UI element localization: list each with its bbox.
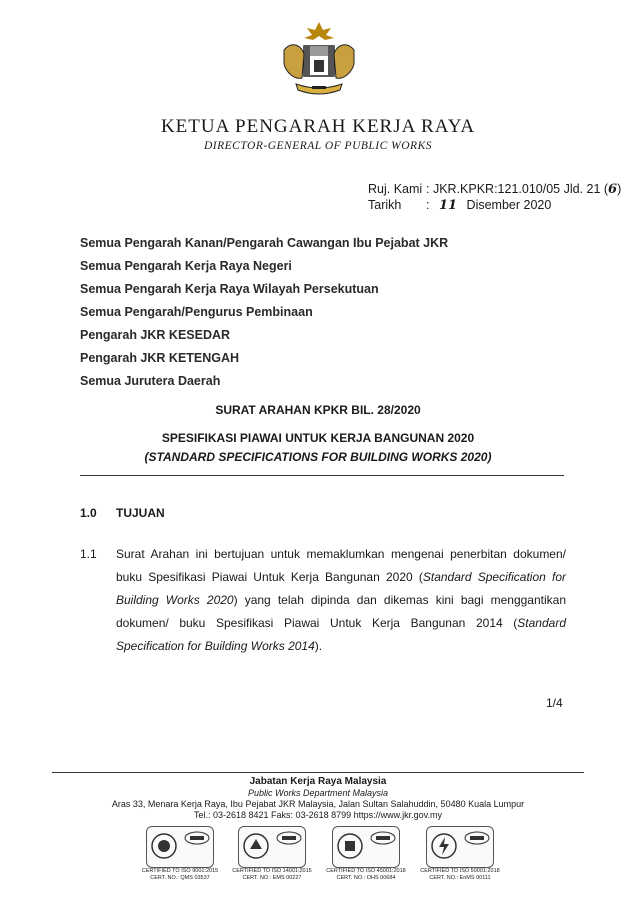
cert-line: CERTIFIED TO ISO 50001:2018 (420, 868, 500, 874)
cert-line: CERTIFIED TO ISO 14001:2015 (232, 868, 312, 874)
iso-9001-text (130, 868, 230, 882)
ruj-label: Ruj. Kami (368, 182, 423, 196)
footer-divider (52, 772, 584, 773)
paragraph-text: Surat Arahan ini bertujuan untuk memaklumkan mengenai penerbitan dokumen/ buku Spesifikasi Piawai Untuk Kerja Bangunan 2020 ( (116, 547, 566, 584)
ruj-close: ) (617, 182, 622, 196)
section-number: 1.0 (80, 506, 97, 520)
cert-line: CERT. NO.: QMS 03537 (150, 875, 210, 881)
iso-50001-text (410, 868, 510, 882)
cert-line: CERT. NO.: EMS 00227 (242, 875, 302, 881)
paragraph-text: ). (314, 639, 323, 653)
org-title: KETUA PENGARAH KERJA RAYA (160, 116, 476, 137)
footer-org-en: Public Works Department Malaysia (247, 788, 389, 798)
tarikh-colon: : (426, 198, 430, 212)
reference-line (368, 182, 621, 197)
recipient-line: Pengarah JKR KESEDAR (80, 328, 231, 342)
subject-title-en: (STANDARD SPECIFICATIONS FOR BUILDING WORKS 2020) (144, 450, 492, 464)
recipient-line: Semua Pengarah/Pengurus Pembinaan (80, 305, 313, 319)
cert-line: CERTIFIED TO ISO 45001:2018 (326, 868, 406, 874)
cert-line: CERTIFIED TO ISO 9001:2015 (141, 868, 219, 874)
ruj-value: : JKR.KPKR:121.010/05 Jld. 21 ( (426, 182, 609, 196)
divider (80, 475, 564, 476)
footer-contact: Tel.: 03-2618 8421 Faks: 03-2618 8799 https://www.jkr.gov.my (194, 810, 442, 820)
recipient-line: Semua Pengarah Kerja Raya Wilayah Persekutuan (80, 282, 379, 296)
date-line (368, 198, 551, 213)
paragraph-body (116, 543, 566, 658)
iso-45001-badge (332, 826, 400, 868)
page-number: 1/4 (546, 696, 563, 710)
iso-9001-badge (146, 826, 214, 868)
recipient-line: Pengarah JKR KETENGAH (80, 351, 240, 365)
paragraph-number: 1.1 (80, 547, 97, 561)
paragraph-text: ) yang telah dipinda dan dikemas kini bagi menggantikan dokumen/ buku Spesifikasi Piawai Untuk Kerja Bangunan 2014 ( (116, 593, 566, 630)
iso-50001-badge (426, 826, 494, 868)
recipient-line: Semua Pengarah Kerja Raya Negeri (80, 259, 292, 273)
recipient-line: Semua Jurutera Daerah (80, 374, 221, 388)
footer-org: Jabatan Kerja Raya Malaysia (249, 776, 387, 787)
subject-title: SPESIFIKASI PIAWAI UNTUK KERJA BANGUNAN 2020 (161, 431, 475, 445)
coat-of-arms-logo (274, 20, 364, 102)
ruj-handwritten: 6 (608, 182, 618, 197)
cert-line: CERT. NO.: OHS 00684 (336, 875, 396, 881)
section-title: TUJUAN (116, 506, 165, 520)
cert-line: CERT. NO.: EnMS 00111 (429, 875, 491, 881)
footer-address: Aras 33, Menara Kerja Raya, Ibu Pejabat JKR Malaysia, Jalan Sultan Salahuddin, 50480 Kuala Lumpur (111, 799, 525, 809)
circular-number: SURAT ARAHAN KPKR BIL. 28/2020 (215, 403, 421, 417)
recipient-line: Semua Pengarah Kanan/Pengarah Cawangan Ibu Pejabat JKR (80, 236, 449, 250)
tarikh-handwritten: 11 (438, 198, 458, 213)
iso-14001-badge (238, 826, 306, 868)
iso-45001-text (316, 868, 416, 882)
paragraph-italic: Standard Specification for Building Works 2020 (116, 570, 566, 607)
tarikh-month: Disember 2020 (466, 198, 552, 212)
tarikh-label: Tarikh (368, 198, 402, 212)
org-subtitle: DIRECTOR-GENERAL OF PUBLIC WORKS (204, 140, 432, 152)
paragraph-italic: Standard Specification for Building Works 2014 (116, 616, 566, 653)
iso-14001-text (222, 868, 322, 882)
